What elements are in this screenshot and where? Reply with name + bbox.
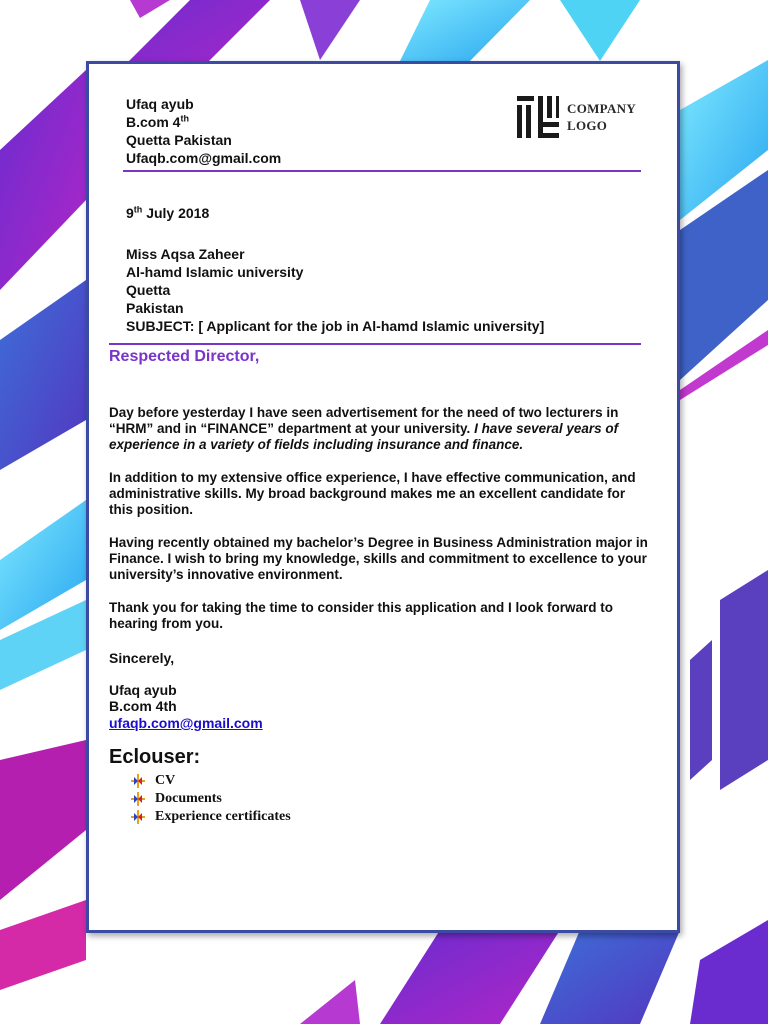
enclosure-item-documents: Documents xyxy=(155,791,222,806)
arrow-bullet-icon xyxy=(131,774,145,788)
enclosure-item-experience-certificates: Experience certificates xyxy=(155,809,291,824)
enclosure-list xyxy=(131,772,291,826)
recipient-organization: Al-hamd Islamic university xyxy=(126,264,304,280)
letter-date: 9th July 2018 xyxy=(126,204,210,221)
salutation: Respected Director, xyxy=(109,348,260,365)
sign-off: Sincerely, xyxy=(109,650,175,666)
enclosure-item-cv: CV xyxy=(155,773,176,788)
body-paragraph-4: Thank you for taking the time to consider this application and I look forward to hearing from you. xyxy=(109,600,614,631)
recipient-country: Pakistan xyxy=(126,300,184,316)
sender-degree: B.com 4th xyxy=(126,113,189,130)
cover-letter-page xyxy=(86,61,680,933)
signature-email-link[interactable]: ufaqb.com@gmail.com xyxy=(109,715,263,731)
sender-email: Ufaqb.com@gmail.com xyxy=(126,150,282,166)
company-logo-line1: COMPANY xyxy=(567,101,637,116)
company-logo-line2: LOGO xyxy=(567,118,608,133)
recipient-city: Quetta xyxy=(126,282,171,298)
letter-subject: SUBJECT: [ Applicant for the job in Al-hamd Islamic university] xyxy=(126,318,545,334)
body-paragraph-3: Having recently obtained my bachelor’s Degree in Business Administration major in Finance. I wish to bring my knowledge, skills and commitment to excellence to your university’s innovative environment. xyxy=(109,535,648,582)
arrow-bullet-icon xyxy=(131,792,145,806)
recipient-name: Miss Aqsa Zaheer xyxy=(126,246,245,262)
list-item xyxy=(131,790,291,808)
signature-degree: B.com 4th xyxy=(109,698,177,714)
list-item xyxy=(131,772,291,790)
subject-divider xyxy=(109,343,641,345)
company-logo xyxy=(517,96,636,138)
enclosure-title: Eclouser: xyxy=(109,746,201,768)
body-paragraph-1: Day before yesterday I have seen advertisement for the need of two lecturers in “HRM” and in “FINANCE” department at your university. I have several years of experience in a variety of fields including insurance and finance. xyxy=(109,405,619,452)
body-paragraph-2: In addition to my extensive office experience, I have effective communication, and administrative skills. My broad background makes me an excellent candidate for this position. xyxy=(109,470,636,517)
signature-name: Ufaq ayub xyxy=(109,682,177,698)
list-item xyxy=(131,808,291,826)
header-divider xyxy=(123,170,641,172)
sender-city: Quetta Pakistan xyxy=(126,132,232,148)
arrow-bullet-icon xyxy=(131,810,145,824)
company-logo-text xyxy=(567,100,636,134)
company-logo-icon xyxy=(517,96,559,138)
sender-name: Ufaq ayub xyxy=(126,96,194,112)
